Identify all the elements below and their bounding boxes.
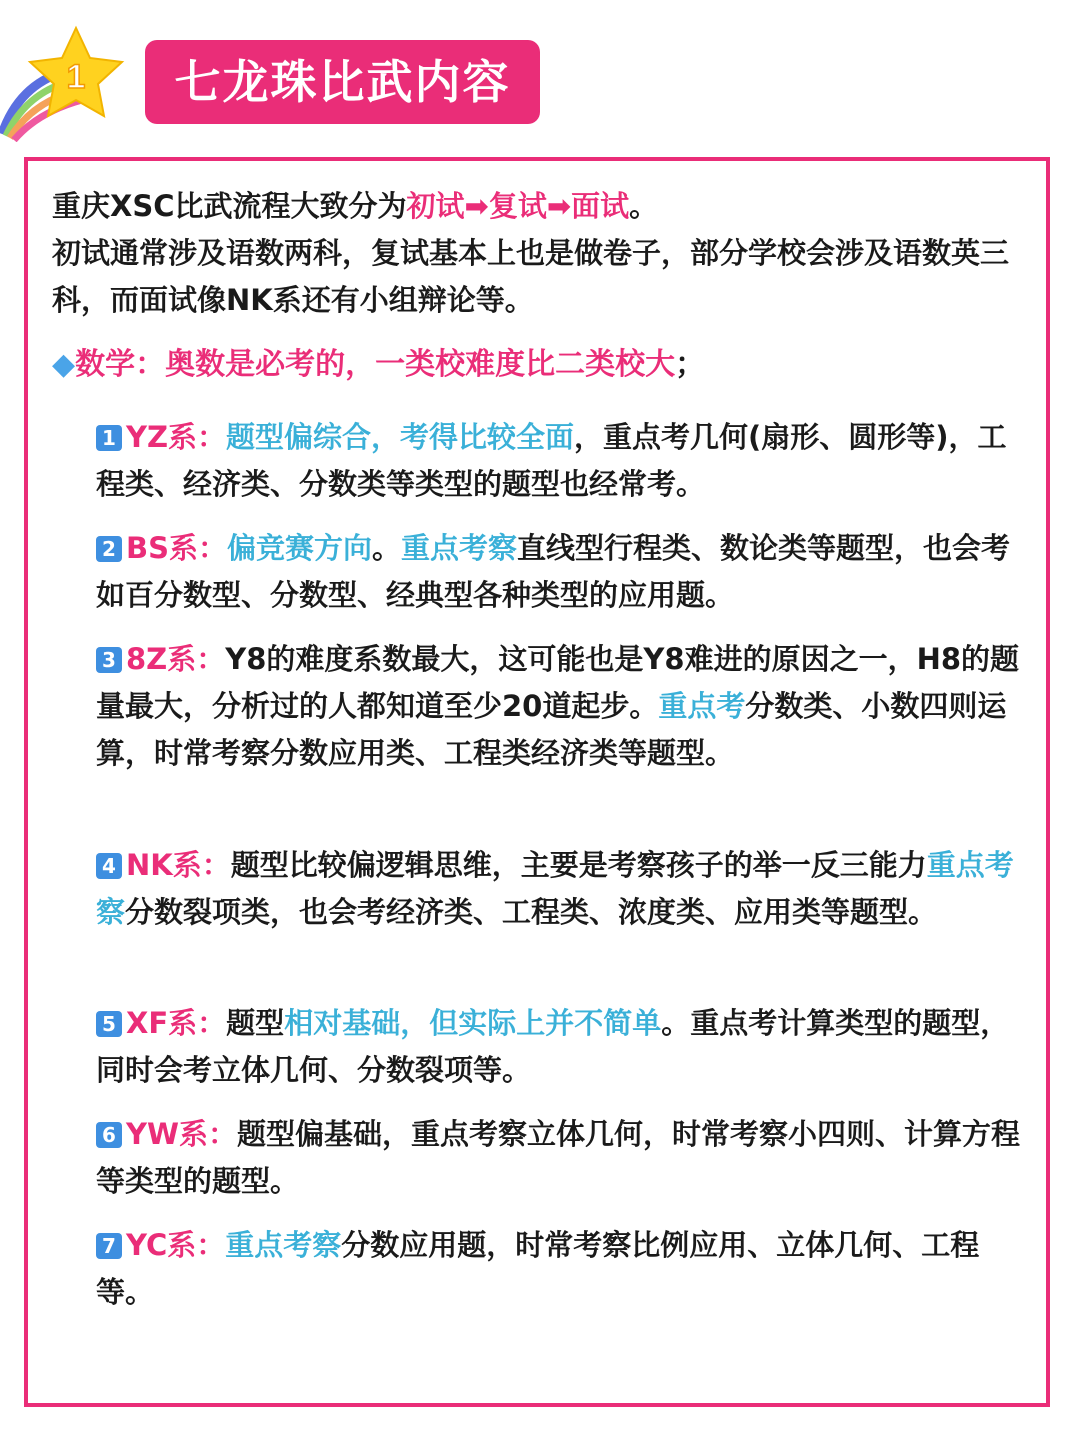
number-badge-icon: 4 <box>96 853 122 879</box>
number-badge-icon: 3 <box>96 647 122 673</box>
system-name: BS系： <box>126 531 227 565</box>
list-item <box>96 1222 1026 1316</box>
item-text: 相对基础，但实际上并不简单 <box>284 1006 662 1040</box>
math-heading <box>52 340 1032 390</box>
number-badge-icon: 5 <box>96 1011 122 1037</box>
item-text: Y8的难度系数最大，这可能也是Y8难进的原因之一，H8的题量最大，分析过的人都知道至少20道起步。 <box>96 642 1020 723</box>
item-text: 题型 <box>226 1006 285 1040</box>
star-badge-icon <box>0 22 130 142</box>
system-name: YW系： <box>126 1117 237 1151</box>
list-item <box>96 525 1026 619</box>
item-text: 重点考察 <box>225 1228 342 1262</box>
diamond-icon: ◆ <box>52 347 76 382</box>
number-badge-icon: 2 <box>96 536 122 562</box>
number-badge-icon: 7 <box>96 1233 122 1259</box>
math-heading-text: 数学：奥数是必考的，一类校难度比二类校大 <box>75 347 676 382</box>
math-heading-suffix: ； <box>675 347 706 382</box>
system-name: XF系： <box>126 1006 227 1040</box>
item-text: 。 <box>372 531 402 565</box>
process-highlight: 初试➡复试➡面试 <box>406 189 630 223</box>
list-item <box>96 414 1026 508</box>
system-name: NK系： <box>126 848 231 882</box>
intro-line-2: 初试通常涉及语数两科，复试基本上也是做卷子，部分学校会涉及语数英三科，而面试像NK系还有小组辩论等。 <box>52 236 1010 317</box>
item-text: 重点考 <box>658 689 746 723</box>
item-text: 分数裂项类，也会考经济类、工程类、浓度类、应用类等题型。 <box>125 895 938 929</box>
badge-number: 1 <box>66 58 86 96</box>
item-text: 偏竞赛方向 <box>227 531 373 565</box>
list-item <box>96 636 1026 777</box>
system-name: YZ系： <box>126 420 227 454</box>
number-badge-icon: 6 <box>96 1122 122 1148</box>
intro-prefix: 重庆XSC比武流程大致分为 <box>52 189 407 223</box>
number-badge-icon: 1 <box>96 425 122 451</box>
item-text: 重点考察 <box>401 531 518 565</box>
item-text: 题型偏基础，重点考察立体几何，时常考察小四则、计算方程等类型的题型。 <box>96 1117 1021 1198</box>
page-title: 七龙珠比武内容 <box>145 40 540 124</box>
intro-suffix: 。 <box>629 189 659 223</box>
list-item <box>96 842 1026 936</box>
intro-line-1 <box>52 183 1032 230</box>
item-text: 。重点考计算类型的题型，同时会考立体几何、分数裂项等。 <box>96 1006 1010 1087</box>
item-text: 直线型行程类、数论类等题型，也会考如百分数型、分数型、经典型各种类型的应用题。 <box>96 531 1011 612</box>
list-item <box>96 1000 1026 1094</box>
system-name: 8Z系： <box>126 642 226 676</box>
item-text: ，重点考几何(扇形、圆形等)，工程类、经济类、分数类等类型的题型也经常考。 <box>96 420 1007 501</box>
item-text: 题型比较偏逻辑思维，主要是考察孩子的举一反三能力 <box>230 848 927 882</box>
item-text: 重点考察 <box>96 848 1014 929</box>
item-text: 分数类、小数四则运算，时常考察分数应用类、工程类经济类等题型。 <box>96 689 1007 770</box>
intro-paragraph <box>52 183 1032 324</box>
system-name: YC系： <box>126 1228 226 1262</box>
list-item <box>96 1111 1026 1205</box>
item-text: 分数应用题，时常考察比例应用、立体几何、工程等。 <box>96 1228 980 1309</box>
item-text: 题型偏综合，考得比较全面 <box>226 420 575 454</box>
